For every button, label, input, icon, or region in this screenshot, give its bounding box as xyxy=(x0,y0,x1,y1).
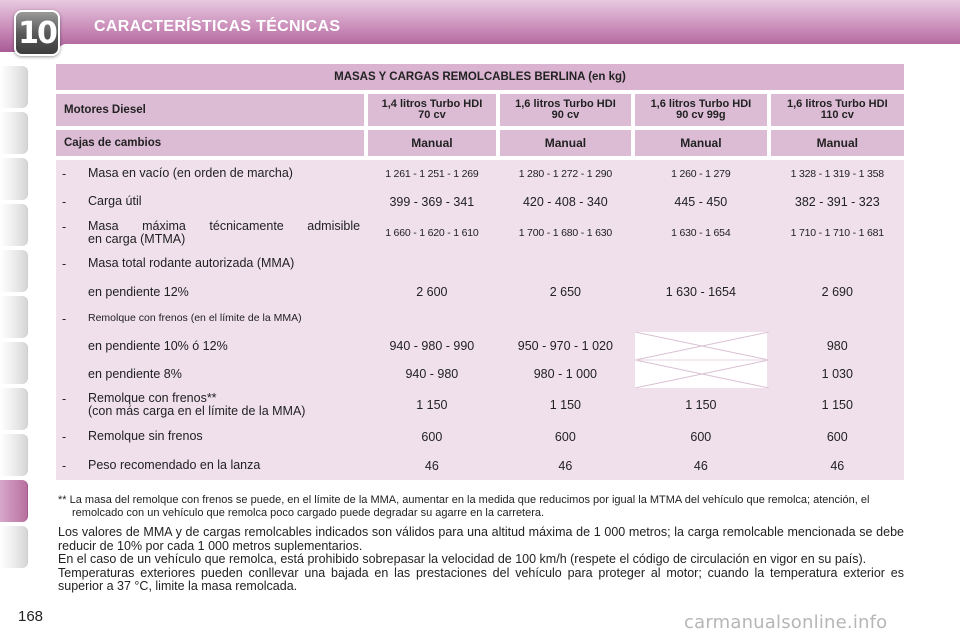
table-cell: 600 xyxy=(554,430,576,444)
page-title: CARACTERÍSTICAS TÉCNICAS xyxy=(94,18,341,35)
table-cell xyxy=(635,306,766,332)
table-body xyxy=(56,160,904,480)
engine-header: 1,6 litros Turbo HDI 110 cv xyxy=(771,94,904,126)
gearbox-header-row xyxy=(56,130,904,156)
table-cell: 1 150 xyxy=(685,398,717,412)
table-cell: 600 xyxy=(690,430,712,444)
table-row-label: en pendiente 10% ó 12% xyxy=(88,338,228,353)
table-row-label: - Carga útil xyxy=(62,194,142,209)
table-cell xyxy=(771,306,904,332)
table-row-label: - Peso recomendado en la lanza xyxy=(62,458,261,473)
paragraph: Los valores de MMA y de cargas remolcables indicados son válidos para una altitud máxima de 1 000 metros; la carga remolcable mencionada se debe reducir de 10% por cada 1 000 metros suplementarios. xyxy=(58,525,904,553)
chapter-tab[interactable] xyxy=(0,296,28,338)
value-column xyxy=(771,160,904,480)
watermark: carmanualsonline.info xyxy=(684,612,888,633)
table-cell: 420 - 408 - 340 xyxy=(522,195,608,209)
value-column xyxy=(500,160,631,480)
table-cell: 950 - 970 - 1 020 xyxy=(517,339,613,353)
not-applicable-cell xyxy=(635,332,766,388)
table-cell: 1 030 xyxy=(821,367,853,381)
table-cell: 1 150 xyxy=(549,398,581,412)
table-row-label: - Remolque con frenos (en el límite de la MMA) xyxy=(62,312,302,326)
table-cell: 1 260 - 1 279 xyxy=(671,168,731,180)
footnote: ** La masa del remolque con frenos se puede, en el límite de la MMA, aumentar en la medida que reducimos por igual la MTMA del vehículo que remolca; atención, el remolcado con un vehículo que remolca poco cargado puede degradar su agarre en la carretera. xyxy=(58,494,870,519)
gearbox-header: Manual xyxy=(771,130,904,156)
engines-header-row xyxy=(56,94,904,126)
table-cell: 1 280 - 1 272 - 1 290 xyxy=(518,168,612,180)
value-column xyxy=(635,160,766,480)
chapter-tab[interactable] xyxy=(0,526,28,568)
chapter-tab[interactable] xyxy=(0,434,28,476)
table-cell: 1 660 - 1 620 - 1 610 xyxy=(385,227,479,239)
table-cell xyxy=(368,306,496,332)
table-cell: 940 - 980 - 990 xyxy=(389,339,475,353)
chapter-tab[interactable] xyxy=(0,66,28,108)
chapter-tab[interactable] xyxy=(0,342,28,384)
cross-out-mark xyxy=(635,332,769,388)
chapter-badge: 10 xyxy=(14,10,60,56)
body-text xyxy=(58,526,904,594)
value-column xyxy=(368,160,496,480)
table-cell: 2 650 xyxy=(549,285,581,299)
table-cell: 382 - 391 - 323 xyxy=(794,195,880,209)
chapter-tab[interactable] xyxy=(0,158,28,200)
table-cell: 46 xyxy=(558,459,573,473)
table-cell: 46 xyxy=(693,459,708,473)
chapter-tab[interactable] xyxy=(0,112,28,154)
table-cell: 1 328 - 1 319 - 1 358 xyxy=(790,168,884,180)
paragraph: En el caso de un vehículo que remolca, está prohibido sobrepasar la velocidad de 100 km/h (respete el código de circulación en vigor en su país). xyxy=(58,552,867,566)
header-curve xyxy=(58,44,960,52)
chapter-tab[interactable] xyxy=(0,250,28,292)
gearbox-header: Manual xyxy=(500,130,631,156)
table-cell: 2 600 xyxy=(416,285,448,299)
table-cell xyxy=(500,250,631,278)
table-row-label: - Masa en vacío (en orden de marcha) xyxy=(62,166,293,181)
table-row-label: - Remolque sin frenos xyxy=(62,429,203,444)
table-cell: 1 261 - 1 251 - 1 269 xyxy=(385,168,479,180)
table-cell xyxy=(368,250,496,278)
table-row-label: en pendiente 8% xyxy=(88,366,182,381)
chapter-tab-active[interactable] xyxy=(0,480,28,522)
towing-table xyxy=(56,64,904,480)
table-row-label: - Remolque con frenos** (con más carga en el límite de la MMA) xyxy=(62,391,306,418)
table-cell: 46 xyxy=(830,459,845,473)
table-cell xyxy=(771,250,904,278)
table-cell: 1 150 xyxy=(416,398,448,412)
table-cell: 980 xyxy=(826,339,848,353)
table-cell: 940 - 980 xyxy=(405,367,459,381)
chapter-tab[interactable] xyxy=(0,388,28,430)
table-cell: 1 150 xyxy=(821,398,853,412)
table-cell xyxy=(635,250,766,278)
page-number: 168 xyxy=(18,608,44,625)
table-cell: 1 630 - 1654 xyxy=(665,285,736,299)
table-cell: 1 700 - 1 680 - 1 630 xyxy=(518,227,612,239)
table-cell: 399 - 369 - 341 xyxy=(389,195,475,209)
table-cell: 46 xyxy=(424,459,439,473)
table-cell: 980 - 1 000 xyxy=(533,367,597,381)
engine-header: 1,4 litros Turbo HDI 70 cv xyxy=(368,94,496,126)
table-row-label: en pendiente 12% xyxy=(88,284,189,299)
gearbox-header: Manual xyxy=(368,130,496,156)
chapter-tabs xyxy=(0,66,30,578)
table-cell: 600 xyxy=(421,430,443,444)
table-cell: 445 - 450 xyxy=(674,195,728,209)
table-row-label: - Masa total rodante autorizada (MMA) xyxy=(62,256,295,271)
table-row-label: - Masa máxima técnicamente admisible en carga (MTMA) xyxy=(62,219,361,246)
gearbox-label: Cajas de cambios xyxy=(56,130,364,156)
table-title: MASAS Y CARGAS REMOLCABLES BERLINA (en kg) xyxy=(56,64,904,90)
label-column xyxy=(56,160,364,480)
gearbox-header: Manual xyxy=(635,130,766,156)
engine-header: 1,6 litros Turbo HDI 90 cv xyxy=(500,94,631,126)
table-cell: 600 xyxy=(826,430,848,444)
motors-label: Motores Diesel xyxy=(56,94,364,126)
table-cell: 1 710 - 1 710 - 1 681 xyxy=(790,227,884,239)
engine-header: 1,6 litros Turbo HDI 90 cv 99g xyxy=(635,94,766,126)
paragraph: Temperaturas exteriores pueden conllevar una bajada en las prestaciones del vehículo para proteger al motor; cuando la temperatura exterior es superior a 37 °C, limite la masa remolcada. xyxy=(58,565,904,593)
table-cell xyxy=(500,306,631,332)
chapter-tab[interactable] xyxy=(0,204,28,246)
table-cell: 2 690 xyxy=(821,285,853,299)
table-cell: 1 630 - 1 654 xyxy=(671,227,731,239)
